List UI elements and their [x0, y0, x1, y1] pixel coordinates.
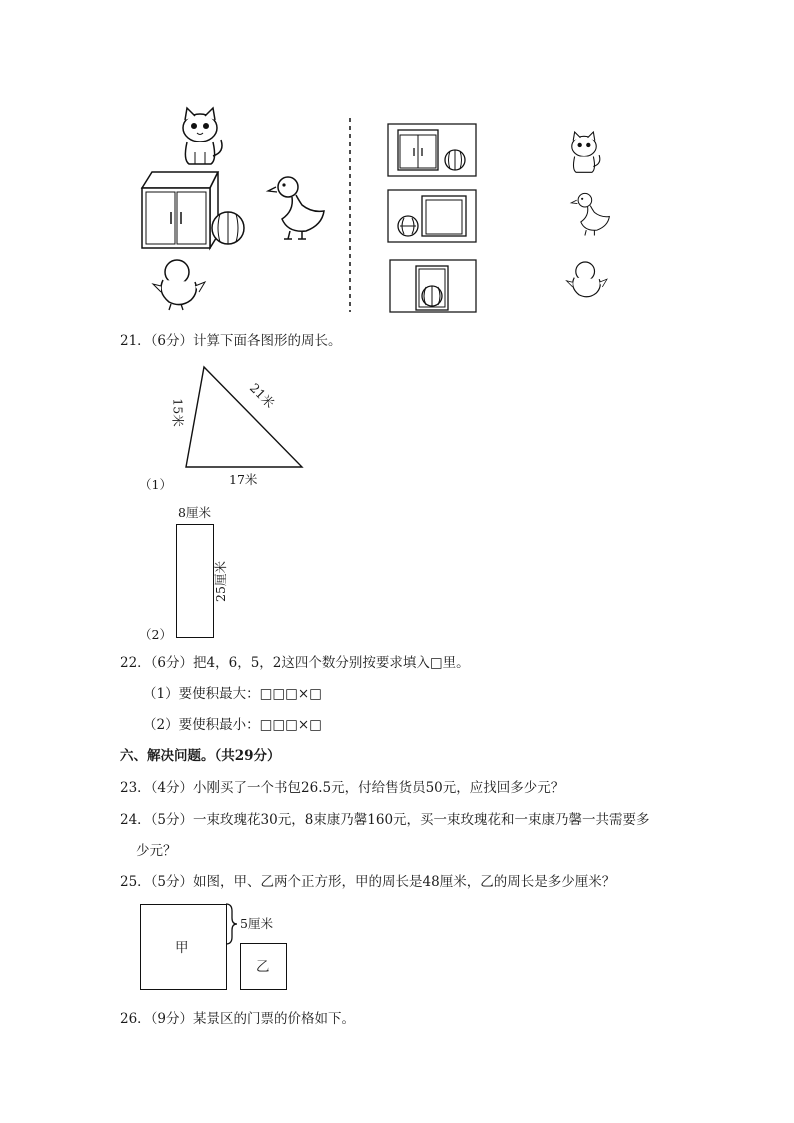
fig1-label: （1）: [139, 477, 172, 492]
triangle-side-left-label: 15米: [170, 398, 186, 427]
gap-brace: [224, 903, 240, 945]
rect-width-label: 8厘米: [178, 505, 211, 520]
q23-text: 23．（4分）小刚买了一个书包26.5元，付给售货员50元，应找回多少元？: [120, 780, 565, 796]
rect-height-label: 25厘米: [212, 561, 228, 602]
q24-text-cont: 少元？: [136, 843, 177, 859]
small-duck-icon: [571, 193, 609, 235]
gap-label: 5厘米: [240, 916, 273, 931]
cabinet-icon: [142, 172, 218, 248]
small-cat-icon: [572, 132, 600, 172]
square-jia-label: 甲: [175, 940, 189, 956]
square-yi-label: 乙: [256, 959, 270, 975]
q22-line-1: （1）要使积最大：□□□×□: [143, 686, 322, 702]
triangle-side-right-label: 21米: [246, 380, 278, 411]
q22-title: 22．（6分）把4，6，5，2这四个数分别按要求填入□里。: [120, 655, 470, 671]
triangle-side-bottom-label: 17米: [229, 472, 258, 487]
option-view-3: [390, 260, 476, 312]
duck-icon: [268, 177, 324, 239]
rectangle-figure: [176, 524, 214, 638]
option-view-1: [388, 124, 476, 176]
q25-text: 25．（5分）如图，甲、乙两个正方形，甲的周长是48厘米，乙的周长是多少厘米？: [120, 874, 616, 890]
q22-line-2: （2）要使积最小：□□□×□: [143, 717, 322, 733]
q21-title: 21．（6分）计算下面各图形的周长。: [120, 333, 342, 349]
q26-text: 26．（9分）某景区的门票的价格如下。: [120, 1011, 356, 1027]
cat-icon: [183, 108, 222, 164]
q24-text: 24．（5分）一束玫瑰花30元，8束康乃馨160元，买一束玫瑰花和一束康乃馨一共需要多: [120, 812, 650, 828]
chick-icon: [153, 260, 205, 310]
section-6-title: 六、解决问题。（共29分）: [120, 748, 281, 764]
scene-illustration: [130, 100, 620, 320]
small-chick-icon: [566, 262, 607, 297]
fig2-label: （2）: [139, 627, 172, 642]
option-view-2: [388, 190, 476, 242]
ball-icon: [212, 212, 244, 244]
